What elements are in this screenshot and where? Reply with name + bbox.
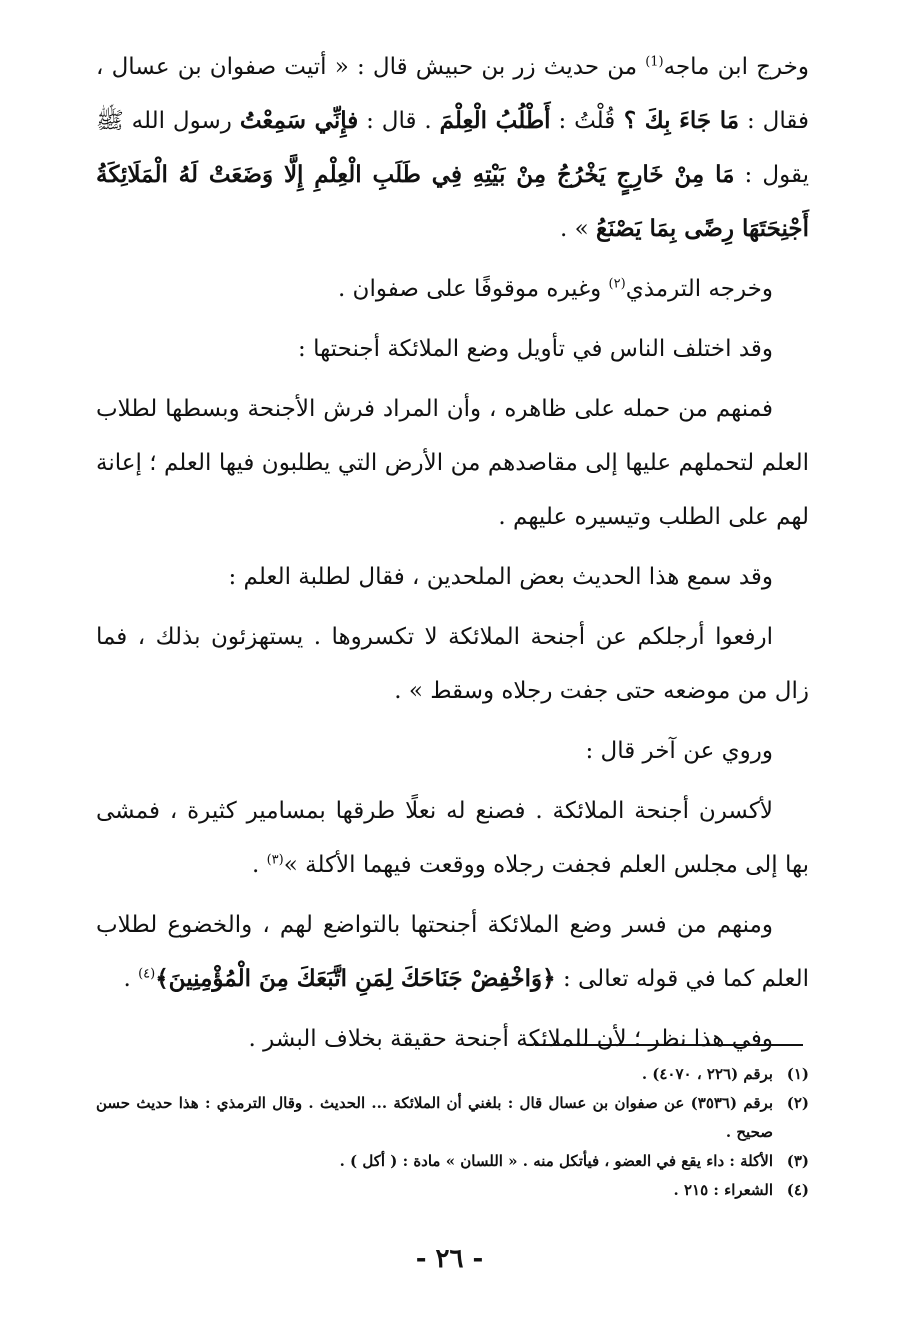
quoted-text: أَطْلُبُ الْعِلْمَ (439, 107, 551, 134)
footnote-number: (١) (786, 1065, 809, 1083)
paragraph (96, 1012, 809, 1066)
paragraph (96, 262, 809, 316)
paragraph (96, 610, 809, 718)
text-segment: رسول الله ﷺ يقول : (96, 108, 810, 188)
footnote-marker: (٤) (138, 966, 156, 982)
text-segment: قُلْتُ : (550, 108, 616, 134)
footnote-text: برقم (٢٢٦ ، ٤٠٧٠) . (641, 1065, 773, 1083)
footnote-number: (٤) (786, 1181, 809, 1199)
text-segment: ارفعوا أرجلكم عن أجنحة الملائكة لا تكسروها . يستهزئون بذلك ، فما زال من موضعه حتى جفت رجلاه وسقط » . (96, 624, 809, 704)
text-segment: وخرج ابن ماجه (663, 54, 809, 80)
footnote-marker: (1) (645, 54, 664, 70)
footnote-number: (٣) (786, 1152, 809, 1170)
footnote (96, 1147, 809, 1176)
paragraph (96, 784, 809, 892)
text-segment: وخرجه الترمذي (625, 276, 773, 302)
footnote-divider (535, 1044, 803, 1046)
main-text (96, 40, 809, 1066)
quoted-text: مَا مِنْ خَارِجٍ يَخْرُجُ مِنْ بَيْتِهِ فِي طَلَبِ الْعِلْمِ إِلَّا وَضَعَتْ لَهُ الْمَلَائِكَةُ أَجْنِحَتَهَا رِضًى بِمَا يَصْنَعُ (96, 161, 809, 242)
quoted-text: فإِنِّي سَمِعْتُ (239, 107, 359, 134)
footnote (96, 1176, 809, 1205)
paragraph (96, 40, 809, 256)
footnote-text: الشعراء : ٢١٥ . (673, 1181, 773, 1199)
text-segment: وقد سمع هذا الحديث بعض الملحدين ، فقال لطلبة العلم : (228, 564, 773, 590)
text-segment: ومنهم من فسر وضع الملائكة أجنحتها بالتواضع لهم ، والخضوع لطلاب العلم كما في قوله تعالى : (96, 912, 809, 992)
paragraph (96, 550, 809, 604)
footnote-marker: (٢) (608, 276, 626, 292)
paragraph (96, 898, 809, 1006)
text-segment: لأكسرن أجنحة الملائكة . فصنع له نعلًا طرقها بمسامير كثيرة ، فمشى بها إلى مجلس العلم فجفت رجلاه ووقعت فيهما الأكلة » (96, 798, 809, 878)
text-segment: . قال : (358, 108, 440, 134)
footnote-text: برقم (٣٥٣٦) عن صفوان بن عسال قال : بلغني أن الملائكة ... الحديث . وقال الترمذي : هذا حديث حسن صحيح . (96, 1094, 773, 1141)
text-segment: وروي عن آخر قال : (585, 738, 773, 764)
quoted-text: ﴿وَاخْفِضْ جَنَاحَكَ لِمَنِ اتَّبَعَكَ مِنَ الْمُؤْمِنِينَ﴾ (155, 965, 556, 992)
text-segment: فمنهم من حمله على ظاهره ، وأن المراد فرش الأجنحة وبسطها لطلاب العلم لتحملهم عليها إلى مقاصدهم من الأرض التي يطلبون فيها العلم ؛ إعانة لهم على الطلب وتيسيره عليهم . (96, 396, 809, 530)
text-segment: . (123, 966, 139, 992)
text-segment: . (251, 852, 267, 878)
text-segment: وقد اختلف الناس في تأويل وضع الملائكة أجنحتها : (298, 336, 773, 362)
footnote (96, 1089, 809, 1147)
paragraph (96, 322, 809, 376)
text-segment: وفي هذا نظر ؛ لأن للملائكة أجنحة حقيقة بخلاف البشر . (248, 1026, 773, 1052)
page-number: - ٢٦ - (415, 1244, 484, 1274)
paragraph (96, 382, 809, 544)
quoted-text: مَا جَاءَ بِكَ ؟ (615, 107, 740, 134)
footnote (96, 1060, 809, 1089)
text-segment: من حديث زر بن حبيش قال : « أتيت صفوان بن عسال ، فقال : (96, 54, 809, 134)
footnote-marker: (٣) (266, 852, 284, 868)
footnotes (96, 1060, 809, 1205)
footnote-text: الأكلة : داء يقع في العضو ، فيأتكل منه . « اللسان » مادة : ( أكل ) . (339, 1152, 773, 1170)
text-segment: » . (559, 216, 596, 242)
text-segment: وغيره موقوفًا على صفوان . (337, 276, 609, 302)
paragraph (96, 724, 809, 778)
footnote-number: (٢) (786, 1094, 809, 1112)
